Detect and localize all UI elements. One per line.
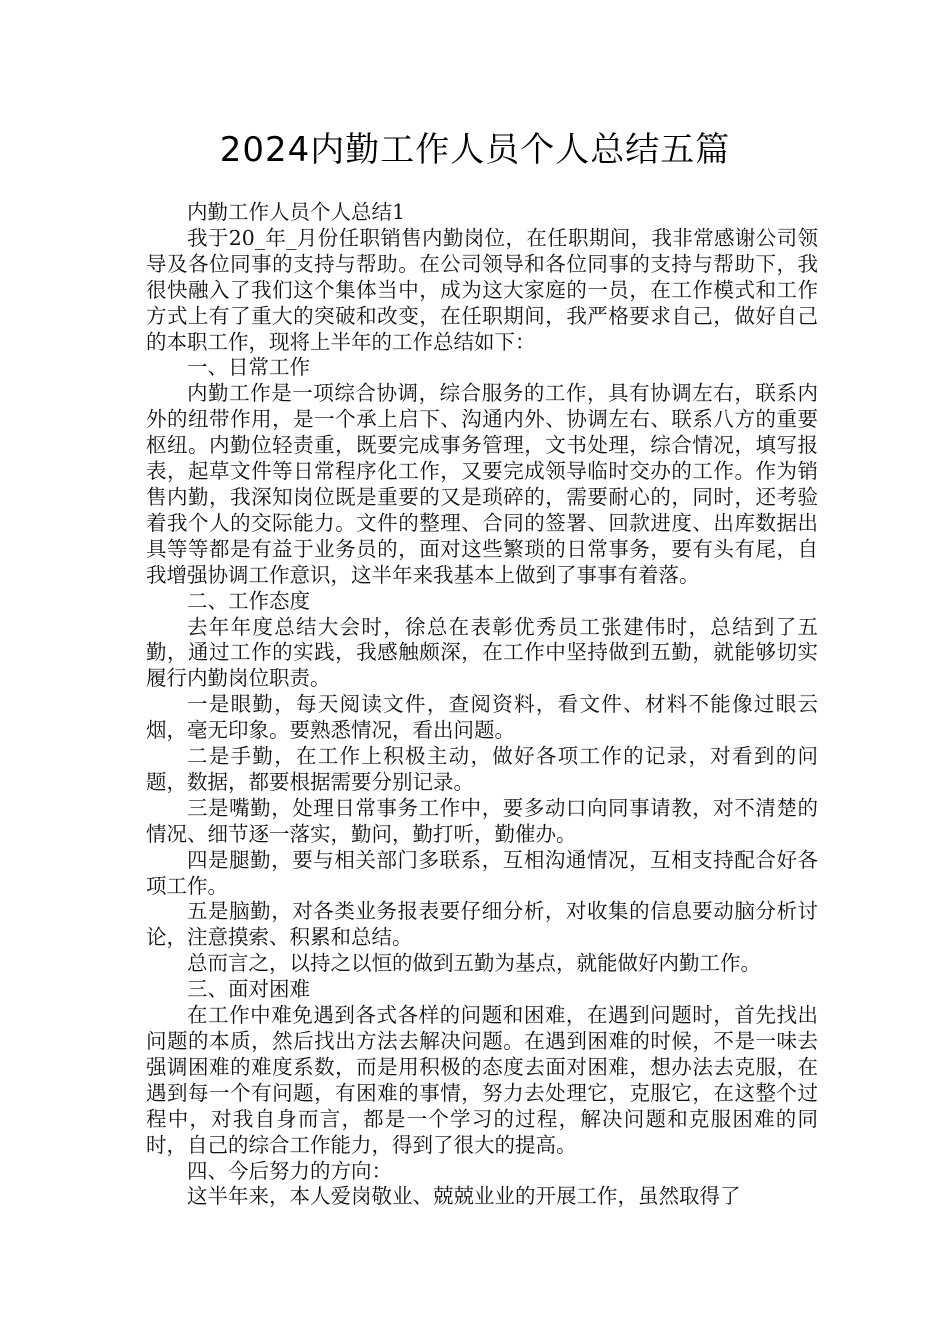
paragraph: 这半年来，本人爱岗敬业、兢兢业业的开展工作，虽然取得了: [187, 1184, 741, 1209]
section-heading: 四、今后努力的方向：: [187, 1158, 392, 1183]
document-title: 2024内勤工作人员个人总结五篇: [219, 130, 731, 170]
section-heading: 内勤工作人员个人总结1: [187, 200, 406, 224]
document-body: [146, 200, 818, 1210]
paragraph: 在工作中难免遇到各式各样的问题和困难，在遇到问题时，首先找出问题的本质，然后找出方法去解决问题。在遇到困难的时候，不是一味去强调困难的难度系数，而是用积极的态度去面对困难，想办法去克服，在遇到每一个有问题，有困难的事情，努力去处理它，克服它，在这整个过程中，对我自身而言，都是一个学习的过程，解决问题和克服困难的同时，自己的综合工作能力，得到了很大的提高。: [146, 1003, 818, 1157]
paragraph: 总而言之，以持之以恒的做到五勤为基点，就能做好内勤工作。: [187, 951, 761, 976]
paragraph: 二是手勤，在工作上积极主动，做好各项工作的记录，对看到的问题，数据，都要根据需要分别记录。: [146, 744, 818, 794]
section-heading: 一、日常工作: [187, 355, 310, 380]
paragraph: 三是嘴勤，处理日常事务工作中，要多动口向同事请教，对不清楚的情况、细节逐一落实，勤问，勤打听，勤催办。: [146, 795, 818, 846]
paragraph: 去年年度总结大会时，徐总在表彰优秀员工张建伟时，总结到了五勤，通过工作的实践，我感触颇深，在工作中坚持做到五勤，就能够切实履行内勤岗位职责。: [146, 614, 818, 691]
paragraph: 内勤工作是一项综合协调，综合服务的工作，具有协调左右，联系内外的纽带作用，是一个承上启下、沟通内外、协调左右、联系八方的重要枢纽。内勤位轻责重，既要完成事务管理，文书处理，综合情况，填写报表，起草文件等日常程序化工作，又要完成领导临时交办的工作。作为销售内勤，我深知岗位既是重要的又是琐碎的，需要耐心的，同时，还考验着我个人的交际能力。文件的整理、合同的签署、回款进度、出库数据出具等等都是有益于业务员的，面对这些繁琐的日常事务，要有头有尾，自我增强协调工作意识，这半年来我基本上做到了事事有着落。: [146, 381, 818, 587]
paragraph: 一是眼勤，每天阅读文件，查阅资料，看文件、材料不能像过眼云烟，毫无印象。要熟悉情况，看出问题。: [146, 692, 818, 743]
section-heading: 三、面对困难: [187, 977, 310, 1002]
section-heading: 二、工作态度: [187, 588, 310, 613]
paragraph: 五是脑勤，对各类业务报表要仔细分析，对收集的信息要动脑分析讨论，注意摸索、积累和总结。: [146, 899, 818, 950]
paragraph: 我于20_年_月份任职销售内勤岗位，在任职期间，我非常感谢公司领导及各位同事的支持与帮助。在公司领导和各位同事的支持与帮助下，我很快融入了我们这个集体当中，成为这大家庭的一员，在工作模式和工作方式上有了重大的突破和改变，在任职期间，我严格要求自己，做好自己的本职工作，现将上半年的工作总结如下：: [146, 225, 818, 354]
paragraph: 四是腿勤，要与相关部门多联系，互相沟通情况，互相支持配合好各项工作。: [146, 847, 818, 898]
